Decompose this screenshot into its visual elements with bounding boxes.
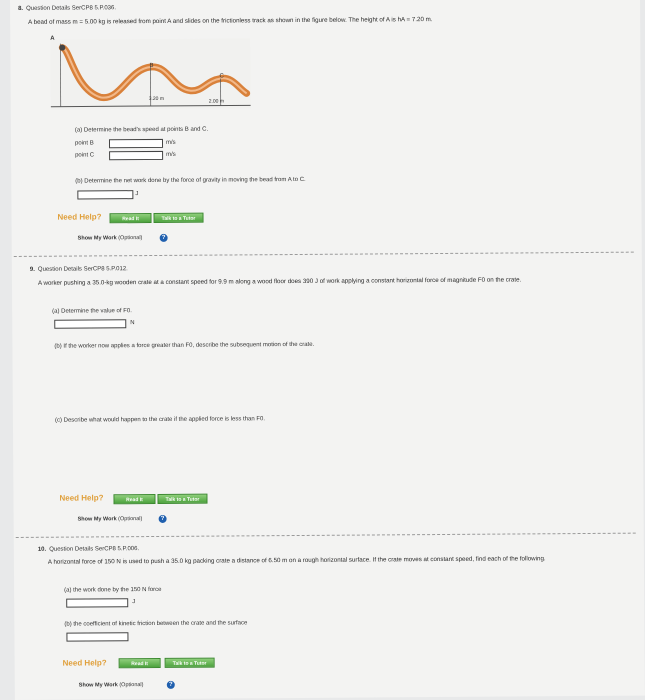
assignment-page <box>10 0 645 700</box>
q9-prompt: A worker pushing a 35.0-kg wooden crate at a constant speed for 9.9 m along a wood floor does 390 J of work applying a constant horizontal force of magnitude F0 on the crate. <box>37 276 522 287</box>
point-b-label: point B <box>74 140 94 147</box>
info-icon[interactable]: ? <box>159 515 167 523</box>
need-help-label: Need Help? <box>62 658 107 668</box>
figure-point-a: A <box>50 35 55 42</box>
q10-header: 10. Question Details SerCP8 5.P.006. <box>37 546 140 553</box>
talk-to-tutor-button[interactable]: Talk to a Tutor <box>153 213 203 223</box>
need-help-label: Need Help? <box>57 212 102 222</box>
work-done-input[interactable] <box>66 598 128 607</box>
read-it-button[interactable]: Read It <box>119 658 161 668</box>
q10-part-a: (a) the work done by the 150 N force <box>64 586 162 594</box>
figure-point-b: B <box>149 63 154 70</box>
show-my-work-toggle[interactable]: Show My Work (Optional) <box>77 235 143 242</box>
figure-height-c: 2.00 m <box>208 98 225 105</box>
need-help-label: Need Help? <box>59 493 104 503</box>
q9-part-a: (a) Determine the value of F0. <box>52 308 132 315</box>
q10-part-b: (b) the coefficient of kinetic friction between the crate and the surface <box>64 620 248 628</box>
f0-input[interactable] <box>54 319 126 329</box>
f0-unit: N <box>130 320 135 327</box>
talk-to-tutor-button[interactable]: Talk to a Tutor <box>157 494 207 504</box>
q9-header: 9. Question Details SerCP8 5.P.012. <box>29 266 128 273</box>
point-b-unit: m/s <box>165 139 176 146</box>
q8-part-b: (b) Determine the net work done by the force of gravity in moving the bead from A to C. <box>75 176 306 185</box>
point-c-speed-input[interactable] <box>109 151 163 160</box>
show-my-work-toggle[interactable]: Show My Work (Optional) <box>77 516 143 523</box>
point-b-speed-input[interactable] <box>109 139 163 148</box>
q9-part-b: (b) If the worker now applies a force greater than F0, describe the subsequent motion of the crate. <box>54 341 315 350</box>
q10-prompt: A horizontal force of 150 N is used to push a 35.0 kg packing crate a distance of 6.50 m on a rough horizontal surface. If the crate moves at constant speed, find each of the following. <box>47 555 546 566</box>
talk-to-tutor-button[interactable]: Talk to a Tutor <box>165 658 215 668</box>
point-c-label: point C <box>75 152 95 159</box>
net-work-input[interactable] <box>77 190 133 199</box>
figure-height-b: 3.20 m <box>148 95 165 103</box>
q8-prompt: A bead of mass m = 5.00 kg is released from point A and slides on the frictionless track as shown in the figure below. The height of A is hA = 7.20 m. <box>28 16 433 26</box>
point-c-unit: m/s <box>166 151 176 158</box>
info-icon[interactable]: ? <box>160 234 168 242</box>
info-icon[interactable]: ? <box>167 681 175 689</box>
read-it-button[interactable]: Read It <box>113 494 155 504</box>
friction-coefficient-input[interactable] <box>66 632 128 641</box>
net-work-unit: J <box>135 191 139 198</box>
read-it-button[interactable]: Read It <box>109 213 151 223</box>
q8-header: 8. Question Details SerCP8 5.P.036. <box>18 5 117 12</box>
work-done-unit: J <box>132 599 136 606</box>
question-divider <box>16 533 636 538</box>
question-divider <box>14 252 634 257</box>
show-my-work-toggle[interactable]: Show My Work (Optional) <box>78 682 144 689</box>
figure-point-c: C <box>219 73 224 80</box>
q8-part-a: (a) Determine the bead's speed at points B and C. <box>74 126 209 134</box>
bead-icon <box>59 45 65 51</box>
q9-part-c: (c) Describe what would happen to the crate if the applied force is less than F0. <box>54 416 266 424</box>
